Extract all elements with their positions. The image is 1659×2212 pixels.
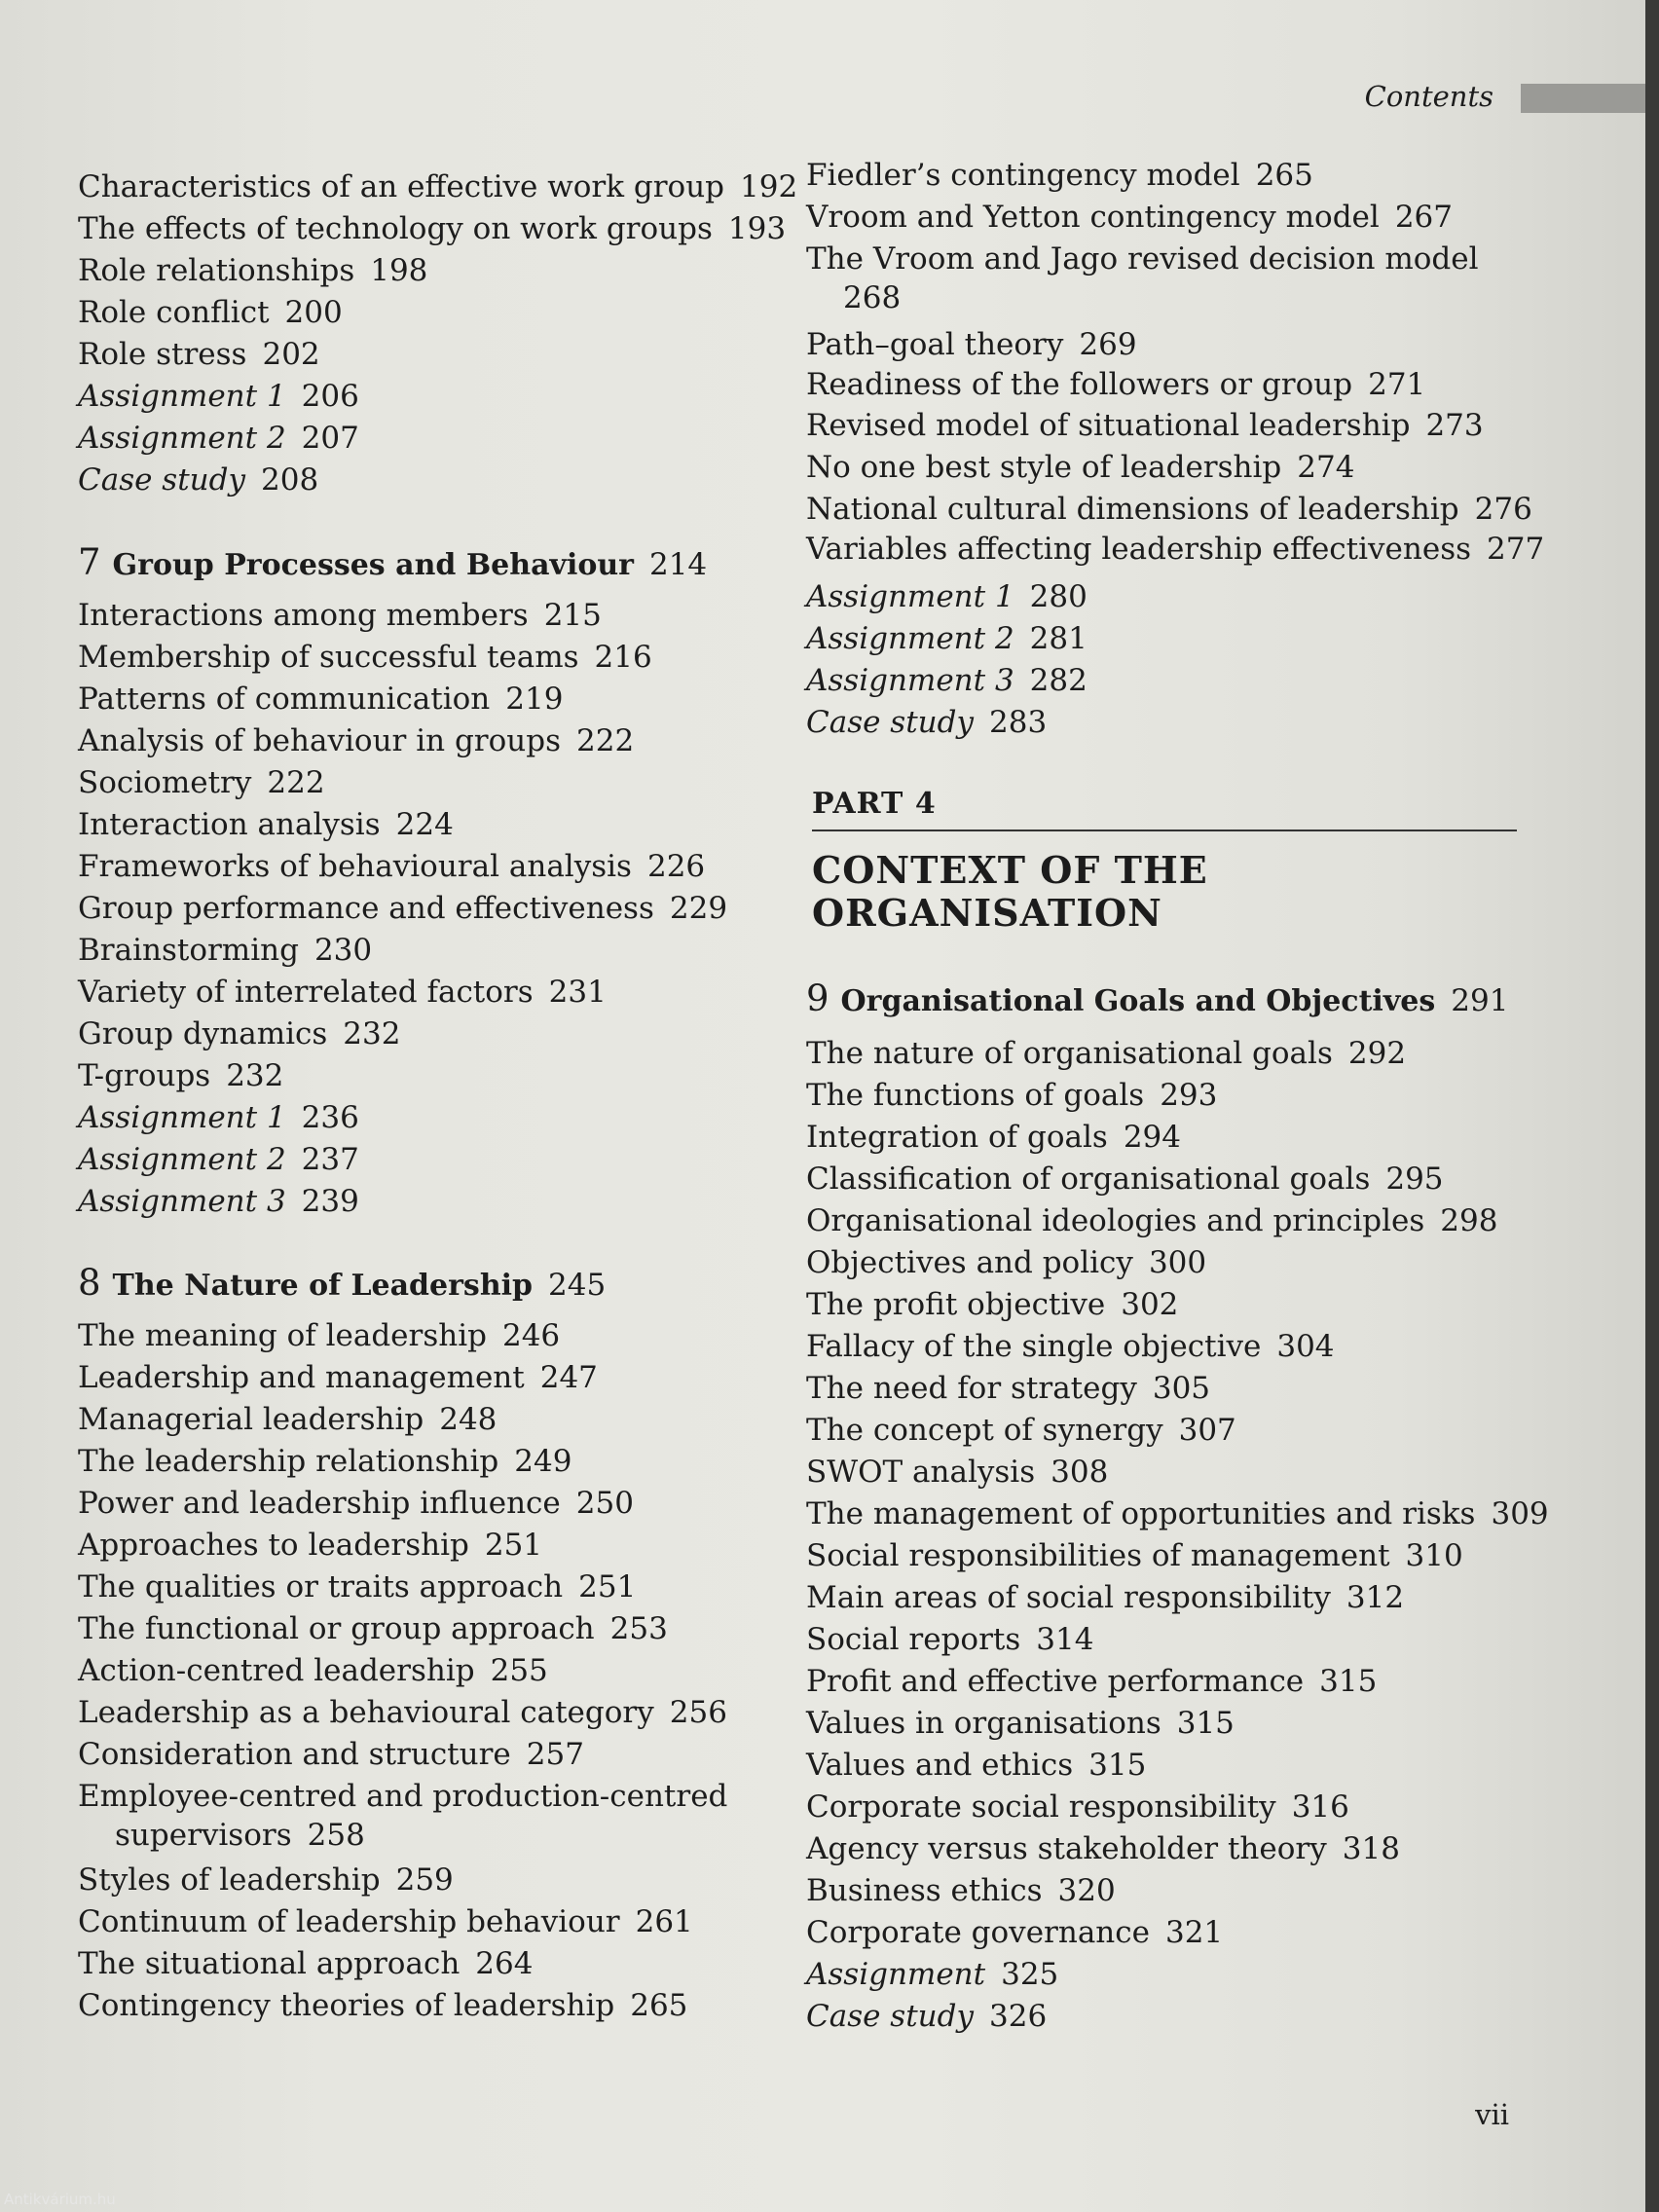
- toc-entry: The need for strategy 305: [806, 1371, 1211, 1406]
- toc-entry: Corporate governance 321: [806, 1915, 1224, 1950]
- toc-entry: Interactions among members 215: [78, 598, 602, 633]
- toc-entry: Group dynamics 232: [78, 1016, 401, 1051]
- toc-entry: The functions of goals 293: [806, 1078, 1218, 1113]
- toc-entry-case-study: Case study 208: [78, 462, 319, 498]
- toc-entry: Role relationships 198: [78, 253, 428, 288]
- toc-entry: National cultural dimensions of leadership 276: [806, 492, 1532, 527]
- part-divider: [812, 830, 1517, 831]
- toc-entry: Path–goal theory 269: [806, 327, 1137, 362]
- part-label: PART 4: [812, 787, 937, 821]
- toc-entry-assignment: Assignment 2 237: [78, 1142, 359, 1177]
- toc-entry: Values in organisations 315: [806, 1706, 1235, 1741]
- toc-entry-assignment: Assignment 325: [806, 1957, 1059, 1992]
- running-head: Contents: [1364, 80, 1493, 113]
- toc-entry: Consideration and structure 257: [78, 1737, 584, 1772]
- toc-entry: Role conflict 200: [78, 295, 343, 330]
- toc-entry: Action-centred leadership 255: [78, 1653, 548, 1688]
- toc-entry: SWOT analysis 308: [806, 1455, 1109, 1490]
- toc-entry: Styles of leadership 259: [78, 1862, 454, 1898]
- toc-entry: No one best style of leadership 274: [806, 450, 1355, 485]
- toc-entry: Organisational ideologies and principles 298: [806, 1203, 1498, 1238]
- toc-entry: Fallacy of the single objective 304: [806, 1329, 1335, 1364]
- toc-entry: The management of opportunities and risks 309: [806, 1496, 1549, 1531]
- toc-entry-wrapped: Employee-centred and production-centred supervisors 258: [78, 1779, 728, 1853]
- toc-entry: The concept of synergy 307: [806, 1413, 1236, 1448]
- toc-entry: Business ethics 320: [806, 1873, 1116, 1908]
- toc-entry: Main areas of social responsibility 312: [806, 1580, 1405, 1615]
- toc-entry: Objectives and policy 300: [806, 1245, 1207, 1280]
- toc-entry: Readiness of the followers or group 271: [806, 367, 1426, 402]
- toc-entry-assignment: Assignment 3 239: [78, 1184, 359, 1219]
- header-tab-bar: [1521, 84, 1645, 113]
- toc-entry-assignment: Assignment 1 206: [78, 379, 359, 414]
- toc-entry-case-study: Case study 326: [806, 1999, 1048, 2034]
- toc-entry: The meaning of leadership 246: [78, 1318, 561, 1353]
- toc-entry: The effects of technology on work groups 193: [78, 211, 787, 246]
- toc-entry: The functional or group approach 253: [78, 1611, 668, 1646]
- toc-entry: Fiedler’s contingency model 265: [806, 158, 1313, 193]
- toc-entry: Variety of interrelated factors 231: [78, 975, 607, 1010]
- chapter-heading-7: 7 Group Processes and Behaviour 214: [78, 541, 708, 583]
- toc-entry: Analysis of behaviour in groups 222: [78, 723, 635, 758]
- toc-entry: Social reports 314: [806, 1622, 1094, 1657]
- toc-entry: Agency versus stakeholder theory 318: [806, 1831, 1400, 1866]
- toc-entry: Corporate social responsibility 316: [806, 1789, 1349, 1825]
- toc-entry: Brainstorming 230: [78, 933, 373, 968]
- toc-entry-assignment: Assignment 3 282: [806, 663, 1088, 698]
- watermark-text: Antikvárium.hu: [4, 2191, 116, 2208]
- toc-entry: The qualities or traits approach 251: [78, 1569, 637, 1604]
- toc-entry: Revised model of situational leadership 273: [806, 408, 1484, 443]
- toc-entry: Approaches to leadership 251: [78, 1528, 543, 1563]
- toc-entry: The nature of organisational goals 292: [806, 1036, 1407, 1071]
- toc-entry-case-study: Case study 283: [806, 705, 1048, 740]
- toc-entry: Leadership as a behavioural category 256: [78, 1695, 727, 1730]
- toc-entry: Profit and effective performance 315: [806, 1664, 1378, 1699]
- toc-entry: Membership of successful teams 216: [78, 640, 652, 675]
- toc-entry: Sociometry 222: [78, 765, 325, 800]
- toc-entry: T-groups 232: [78, 1058, 284, 1093]
- toc-entry: The leadership relationship 249: [78, 1444, 572, 1479]
- toc-entry: Role stress 202: [78, 337, 320, 372]
- toc-entry: Patterns of communication 219: [78, 682, 564, 717]
- part-title: CONTEXT OF THE ORGANISATION: [812, 848, 1208, 935]
- toc-entry: Leadership and management 247: [78, 1360, 598, 1395]
- toc-entry: Variables affecting leadership effectiveness 277: [806, 532, 1545, 567]
- toc-entry: Frameworks of behavioural analysis 226: [78, 849, 706, 884]
- toc-entry: The profit objective 302: [806, 1287, 1179, 1322]
- page-number: vii: [1475, 2098, 1509, 2131]
- toc-entry: Integration of goals 294: [806, 1120, 1181, 1155]
- toc-entry: Group performance and effectiveness 229: [78, 891, 728, 926]
- toc-entry-assignment: Assignment 2 281: [806, 621, 1088, 656]
- toc-entry-wrapped: The Vroom and Jago revised decision model 268: [806, 241, 1479, 315]
- toc-entry: Interaction analysis 224: [78, 807, 454, 842]
- toc-entry: Managerial leadership 248: [78, 1402, 498, 1437]
- toc-entry: Characteristics of an effective work group 192: [78, 169, 798, 204]
- toc-entry-assignment: Assignment 1 280: [806, 579, 1088, 614]
- chapter-heading-9: 9 Organisational Goals and Objectives 291: [806, 977, 1509, 1019]
- toc-entry: Values and ethics 315: [806, 1748, 1147, 1783]
- chapter-heading-8: 8 The Nature of Leadership 245: [78, 1262, 607, 1304]
- toc-entry: Contingency theories of leadership 265: [78, 1988, 688, 2023]
- toc-entry: Continuum of leadership behaviour 261: [78, 1904, 693, 1939]
- toc-entry-assignment: Assignment 2 207: [78, 421, 359, 456]
- toc-entry-assignment: Assignment 1 236: [78, 1100, 359, 1135]
- toc-entry: Vroom and Yetton contingency model 267: [806, 200, 1453, 235]
- toc-entry: Social responsibilities of management 310: [806, 1538, 1463, 1573]
- toc-entry: The situational approach 264: [78, 1946, 534, 1981]
- toc-entry: Power and leadership influence 250: [78, 1486, 634, 1521]
- toc-entry: Classification of organisational goals 295: [806, 1161, 1444, 1197]
